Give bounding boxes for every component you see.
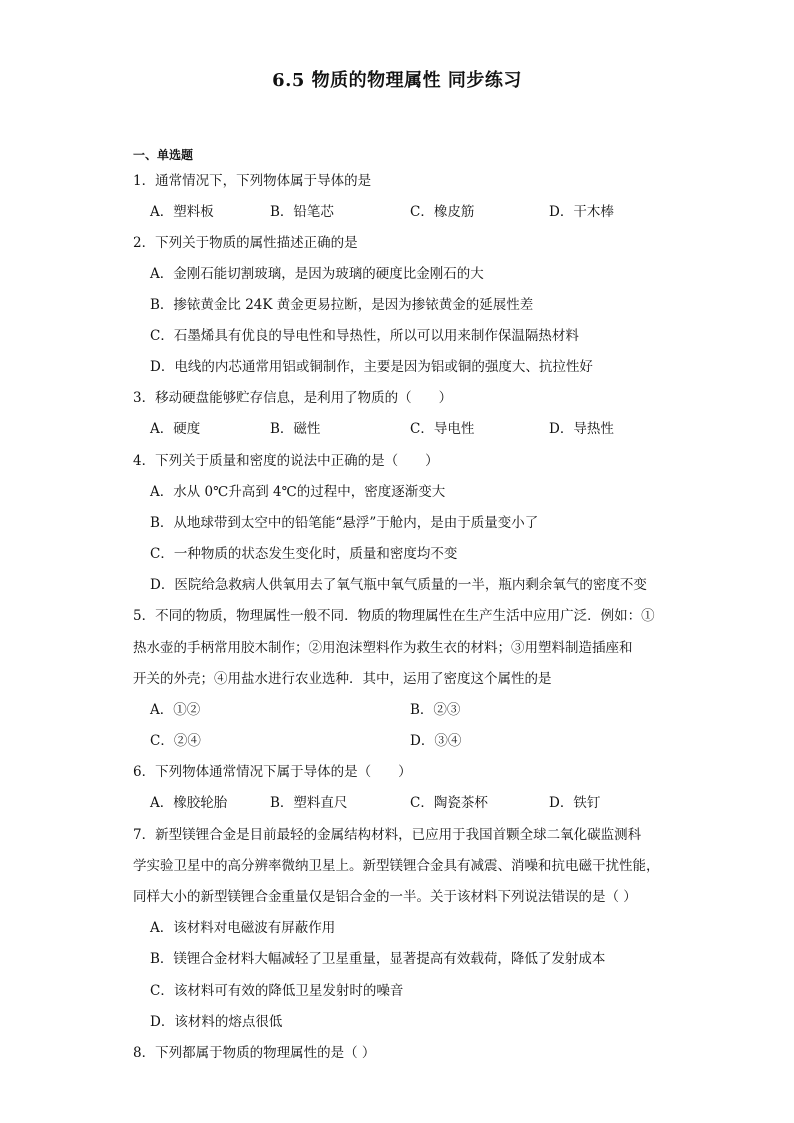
q6-option-d: D．铁钉	[549, 795, 601, 811]
q3-option-d: D．导热性	[549, 421, 614, 437]
q4-option-c: C．一种物质的状态发生变化时，质量和密度均不变	[150, 546, 458, 562]
question-7-stem-line-3: 同样大小的新型镁锂合金重量仅是铝合金的一半。关于该材料下列说法错误的是（ ）	[133, 889, 637, 905]
q5-option-b: B．②③	[410, 702, 461, 718]
q3-option-c: C．导电性	[410, 421, 475, 437]
q2-option-b: B．掺铱黄金比 24K 黄金更易拉断，是因为掺铱黄金的延展性差	[150, 297, 534, 313]
q3-option-a: A．硬度	[150, 421, 201, 437]
question-5-stem-line-1: 5．不同的物质，物理属性一般不同．物质的物理属性在生产生活中应用广泛．例如：①	[133, 608, 655, 624]
q1-option-d: D．干木棒	[549, 204, 614, 220]
q7-option-d: D．该材料的熔点很低	[150, 1014, 283, 1030]
q5-option-d: D．③④	[410, 733, 462, 749]
q7-option-c: C．该材料可有效的降低卫星发射时的噪音	[150, 983, 404, 999]
q6-option-a: A．橡胶轮胎	[150, 795, 228, 811]
q2-option-a: A．金刚石能切割玻璃，是因为玻璃的硬度比金刚石的大	[150, 266, 484, 282]
q4-option-d: D．医院给急救病人供氧用去了氧气瓶中氧气质量的一半，瓶内剩余氧气的密度不变	[150, 577, 647, 593]
q2-option-c: C．石墨烯具有优良的导电性和导热性，所以可以用来制作保温隔热材料	[150, 328, 579, 344]
q4-option-b: B．从地球带到太空中的铅笔能“悬浮”于舱内，是由于质量变小了	[150, 515, 539, 531]
q5-option-c: C．②④	[150, 733, 201, 749]
q1-option-c: C．橡皮筋	[410, 204, 475, 220]
question-7-stem-line-2: 学实验卫星中的高分辨率微纳卫星上。新型镁锂合金具有减震、消噪和抗电磁干扰性能，	[133, 858, 660, 874]
q6-option-c: C．陶瓷茶杯	[410, 795, 488, 811]
document-title: 6.5 物质的物理属性 同步练习	[272, 70, 522, 91]
question-5-stem-line-2: 热水壶的手柄常用胶木制作；②用泡沫塑料作为救生衣的材料；③用塑料制造插座和	[133, 640, 633, 656]
question-4-stem: 4．下列关于质量和密度的说法中正确的是（ ）	[133, 453, 439, 469]
q3-option-b: B．磁性	[270, 421, 321, 437]
q6-option-b: B．塑料直尺	[270, 795, 348, 811]
q2-option-d: D．电线的内芯通常用铝或铜制作，主要是因为铝或铜的强度大、抗拉性好	[150, 359, 593, 375]
q5-option-a: A．①②	[150, 702, 201, 718]
question-8-stem: 8．下列都属于物质的物理属性的是（ ）	[133, 1045, 376, 1061]
q7-option-a: A．该材料对电磁波有屏蔽作用	[150, 920, 336, 936]
question-1-stem: 1．通常情况下，下列物体属于导体的是	[133, 173, 372, 189]
q1-option-a: A．塑料板	[150, 204, 214, 220]
question-3-stem: 3．移动硬盘能够贮存信息，是利用了物质的（ ）	[133, 390, 453, 406]
question-2-stem: 2．下列关于物质的属性描述正确的是	[133, 235, 358, 251]
question-5-stem-line-3: 开关的外壳；④用盐水进行农业选种．其中，运用了密度这个属性的是	[133, 671, 552, 687]
q1-option-b: B．铅笔芯	[270, 204, 334, 220]
q7-option-b: B．镁锂合金材料大幅减轻了卫星重量，显著提高有效载荷，降低了发射成本	[150, 951, 606, 967]
section-heading: 一、单选题	[133, 148, 194, 162]
question-6-stem: 6．下列物体通常情况下属于导体的是（ ）	[133, 764, 412, 780]
question-7-stem-line-1: 7．新型镁锂合金是目前最轻的金属结构材料，已应用于我国首颗全球二氧化碳监测科	[133, 827, 642, 843]
q4-option-a: A．水从 0℃升高到 4℃的过程中，密度逐渐变大	[150, 484, 446, 500]
